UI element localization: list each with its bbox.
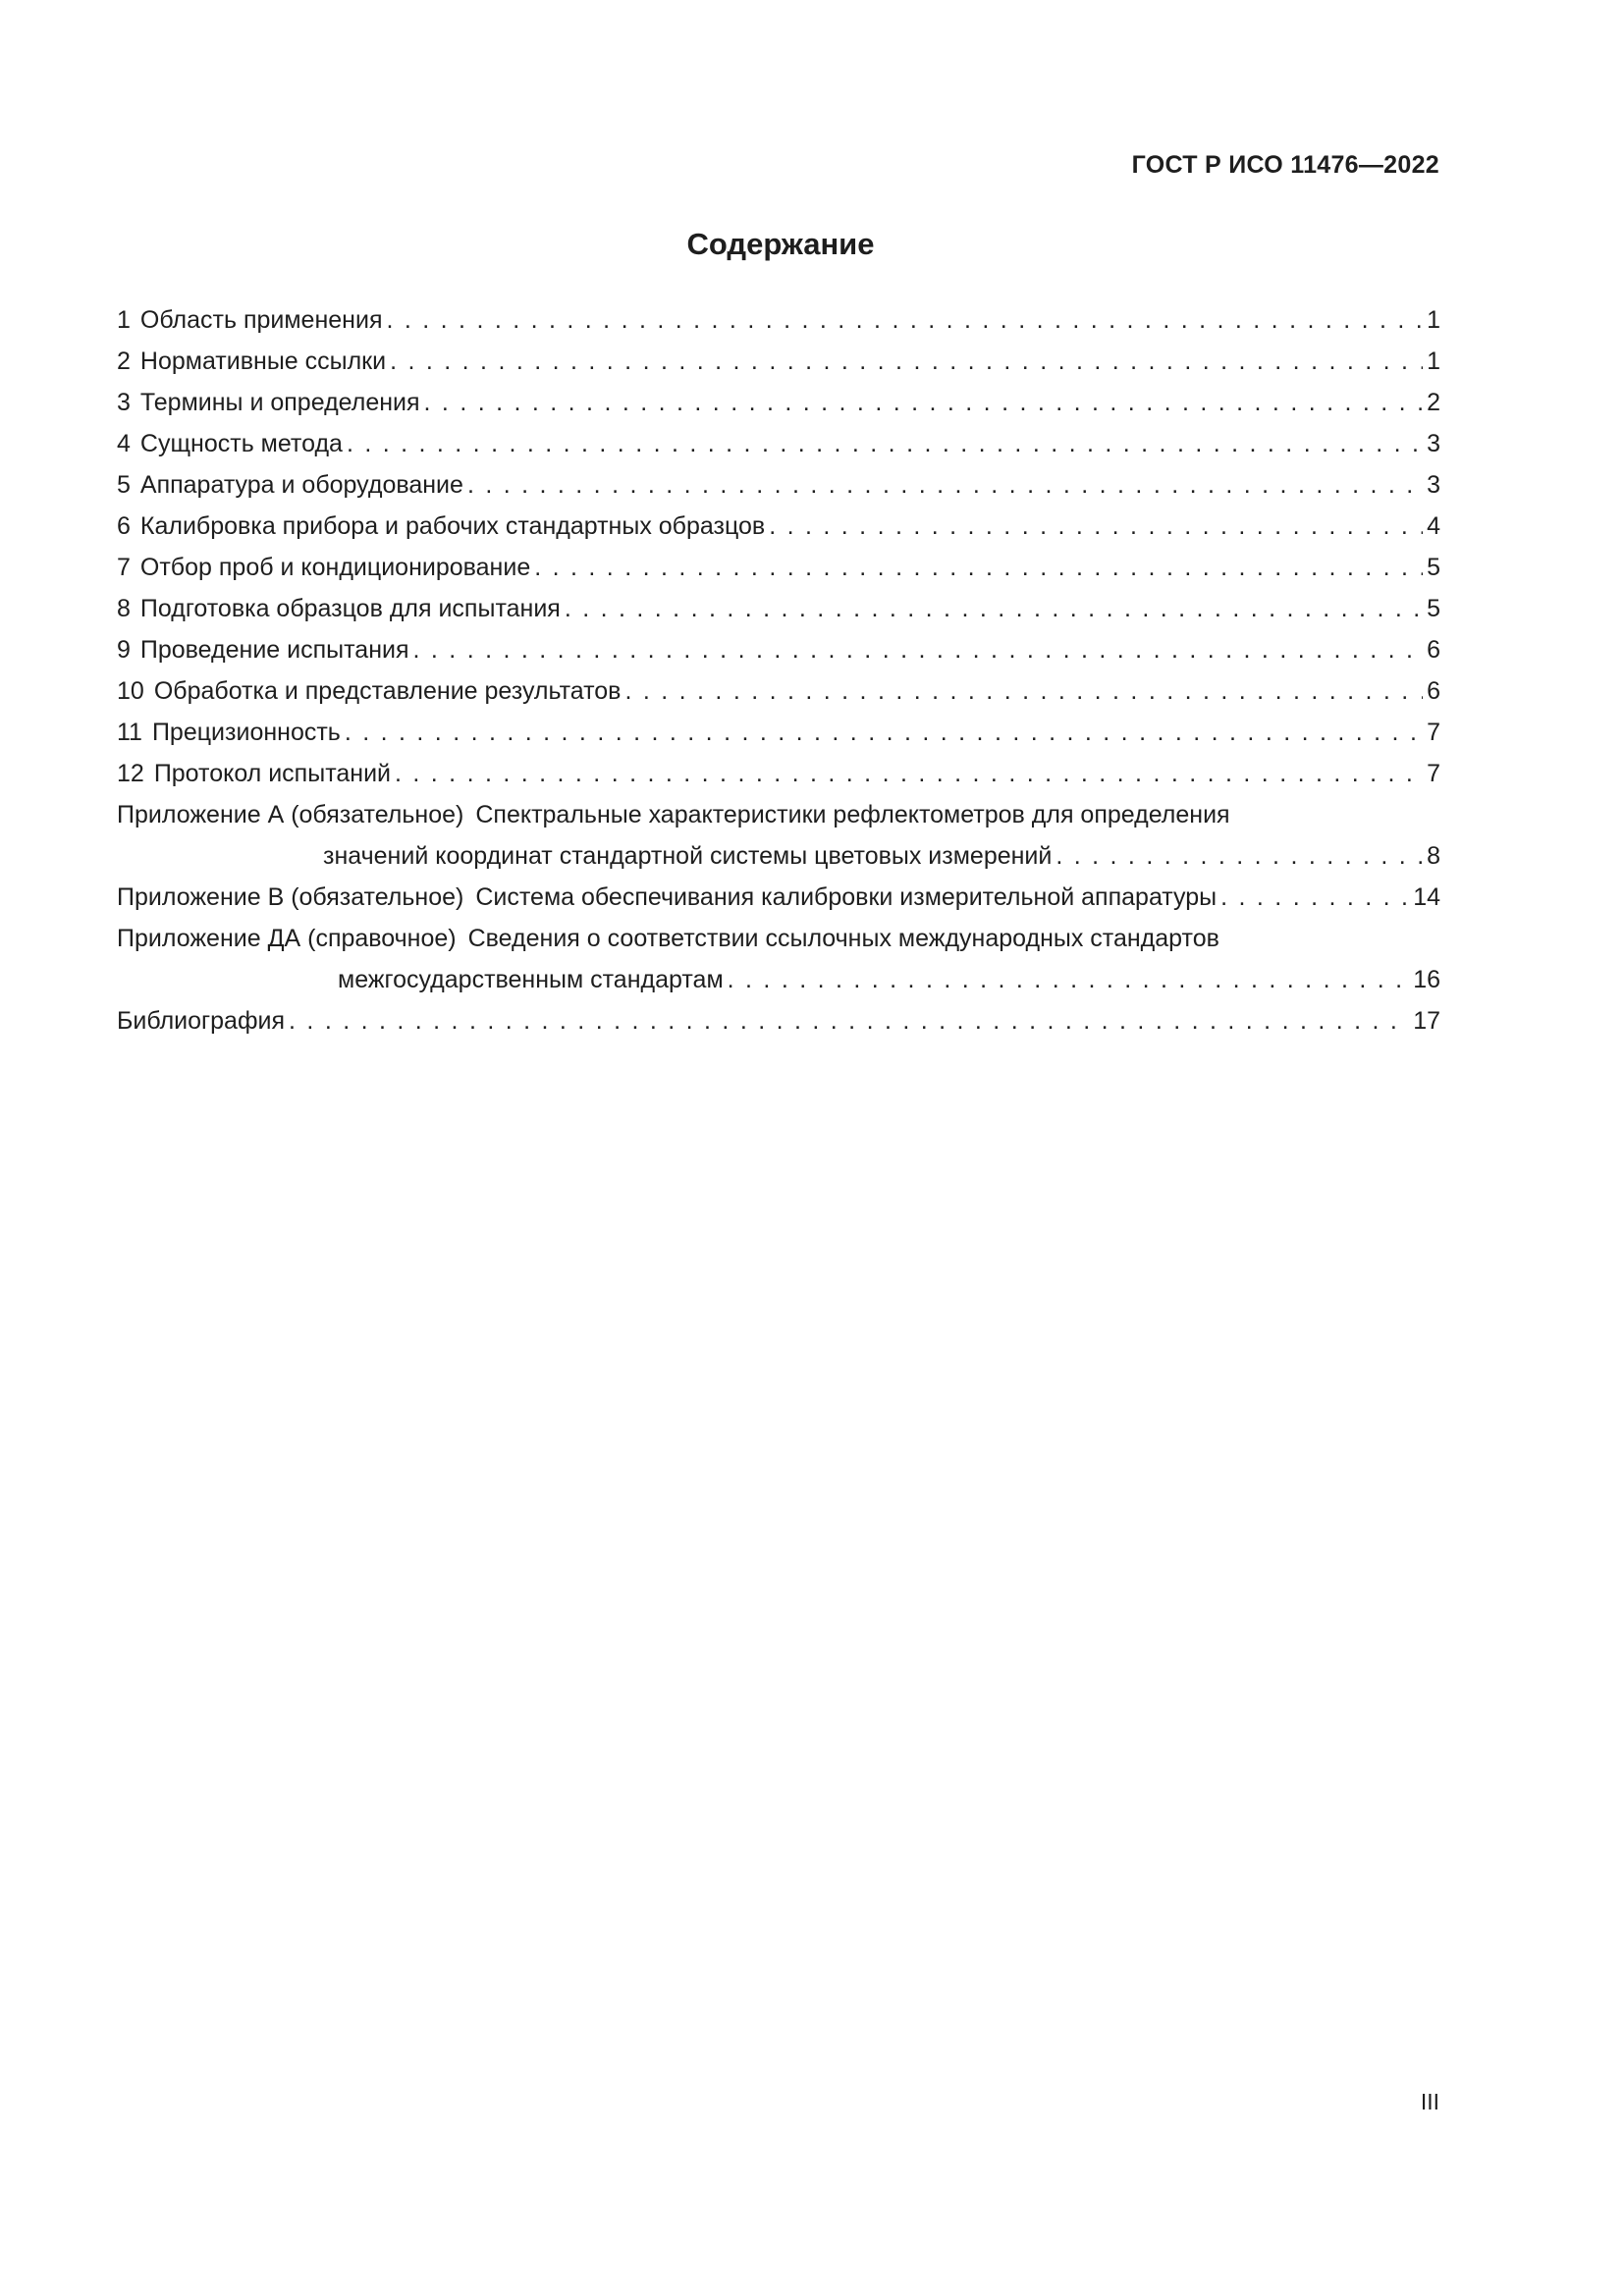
toc-entry-page: 1 — [1427, 347, 1440, 375]
toc-leader-dots — [624, 673, 1423, 709]
toc-entry-number: 4 — [117, 430, 131, 457]
toc-appendix-heading: Приложение В (обязательное) — [117, 883, 464, 911]
toc-entry-page: 16 — [1413, 966, 1440, 993]
toc-entry-number: 8 — [117, 595, 131, 622]
toc-leader-dots — [345, 715, 1423, 750]
toc-entry-page: 7 — [1427, 760, 1440, 787]
toc-entry-page: 2 — [1427, 389, 1440, 416]
toc-entry-number: 3 — [117, 389, 131, 416]
toc-entry-title: Протокол испытаний — [153, 760, 391, 787]
toc-entry-page: 4 — [1427, 512, 1440, 540]
toc-entry-page: 5 — [1427, 554, 1440, 581]
toc-entry-number: 5 — [117, 471, 131, 499]
toc-entry-8[interactable] — [117, 585, 1440, 626]
toc-appendix-a-continuation[interactable] — [117, 832, 1440, 874]
toc-entry-title: Калибровка прибора и рабочих стандартных образцов — [139, 512, 766, 540]
toc-entry-page: 3 — [1427, 430, 1440, 457]
toc-entry-5[interactable] — [117, 461, 1440, 503]
toc-entry-page: 17 — [1413, 1007, 1440, 1035]
toc-entry-12[interactable] — [117, 750, 1440, 791]
toc-entry-page: 6 — [1427, 636, 1440, 664]
toc-entry-page: 7 — [1427, 719, 1440, 746]
toc-entry-title: Термины и определения — [139, 389, 420, 416]
toc-entry-title: Область применения — [139, 306, 383, 334]
page-number: III — [1420, 2089, 1439, 2114]
toc-leader-dots — [534, 550, 1423, 585]
toc-appendix-da[interactable] — [117, 915, 1440, 956]
toc-entry-title: Нормативные ссылки — [139, 347, 387, 375]
toc-leader-dots — [347, 426, 1423, 461]
toc-entry-title: Подготовка образцов для испытания — [139, 595, 561, 622]
toc-leader-dots — [1220, 880, 1409, 915]
table-of-contents — [117, 296, 1440, 1039]
toc-leader-dots — [769, 508, 1423, 544]
toc-entry-page: 5 — [1427, 595, 1440, 622]
toc-appendix-a[interactable] — [117, 791, 1440, 832]
toc-leader-dots — [1056, 838, 1423, 874]
toc-entry-3[interactable] — [117, 379, 1440, 420]
toc-bibliography-title: Библиография — [117, 1007, 286, 1035]
toc-leader-dots — [413, 632, 1424, 667]
toc-appendix-b[interactable] — [117, 874, 1440, 915]
toc-entry-title: Проведение испытания — [139, 636, 409, 664]
toc-entry-title: Прецизионность — [151, 719, 341, 746]
document-code: ГОСТ Р ИСО 11476—2022 — [1131, 151, 1439, 179]
toc-entry-4[interactable] — [117, 420, 1440, 461]
toc-leader-dots — [289, 1003, 1409, 1039]
toc-entry-7[interactable] — [117, 544, 1440, 585]
toc-title: Содержание — [686, 227, 875, 261]
toc-leader-dots — [467, 467, 1423, 503]
toc-entry-page: 1 — [1427, 306, 1440, 334]
toc-entry-title: Сущность метода — [139, 430, 343, 457]
toc-entry-2[interactable] — [117, 338, 1440, 379]
toc-entry-11[interactable] — [117, 709, 1440, 750]
toc-appendix-heading: Приложение А (обязательное) — [117, 801, 464, 828]
toc-appendix-title-line1: Спектральные характеристики рефлектометров для определения — [475, 801, 1230, 828]
toc-entry-number: 10 — [117, 677, 144, 705]
toc-entry-6[interactable] — [117, 503, 1440, 544]
toc-entry-1[interactable] — [117, 296, 1440, 338]
toc-leader-dots — [424, 385, 1424, 420]
toc-entry-9[interactable] — [117, 626, 1440, 667]
toc-entry-10[interactable] — [117, 667, 1440, 709]
toc-leader-dots — [390, 344, 1423, 379]
toc-leader-dots — [395, 756, 1423, 791]
toc-bibliography[interactable] — [117, 997, 1440, 1039]
toc-entry-page: 3 — [1427, 471, 1440, 499]
toc-entry-page: 8 — [1427, 842, 1440, 870]
toc-appendix-heading: Приложение ДА (справочное) — [117, 925, 457, 952]
toc-appendix-title-line1: Система обеспечивания калибровки измерительной аппаратуры — [475, 883, 1218, 911]
toc-leader-dots — [565, 591, 1423, 626]
toc-entry-page: 6 — [1427, 677, 1440, 705]
toc-entry-title: Отбор проб и кондиционирование — [139, 554, 531, 581]
toc-entry-number: 1 — [117, 306, 131, 334]
toc-entry-title: Аппаратура и оборудование — [139, 471, 463, 499]
toc-entry-page: 14 — [1413, 883, 1440, 911]
toc-appendix-title-line2: межгосударственным стандартам — [338, 966, 724, 993]
toc-entry-title: Обработка и представление результатов — [153, 677, 622, 705]
toc-appendix-title-line1: Сведения о соответствии ссылочных международных стандартов — [467, 925, 1219, 952]
toc-appendix-da-continuation[interactable] — [117, 956, 1440, 997]
toc-entry-number: 6 — [117, 512, 131, 540]
toc-appendix-title-line2: значений координат стандартной системы цветовых измерений — [323, 842, 1053, 870]
toc-leader-dots — [728, 962, 1410, 997]
toc-entry-number: 9 — [117, 636, 131, 664]
toc-entry-number: 11 — [117, 719, 142, 746]
toc-leader-dots — [386, 302, 1423, 338]
toc-entry-number: 2 — [117, 347, 131, 375]
toc-entry-number: 12 — [117, 760, 144, 787]
toc-entry-number: 7 — [117, 554, 131, 581]
